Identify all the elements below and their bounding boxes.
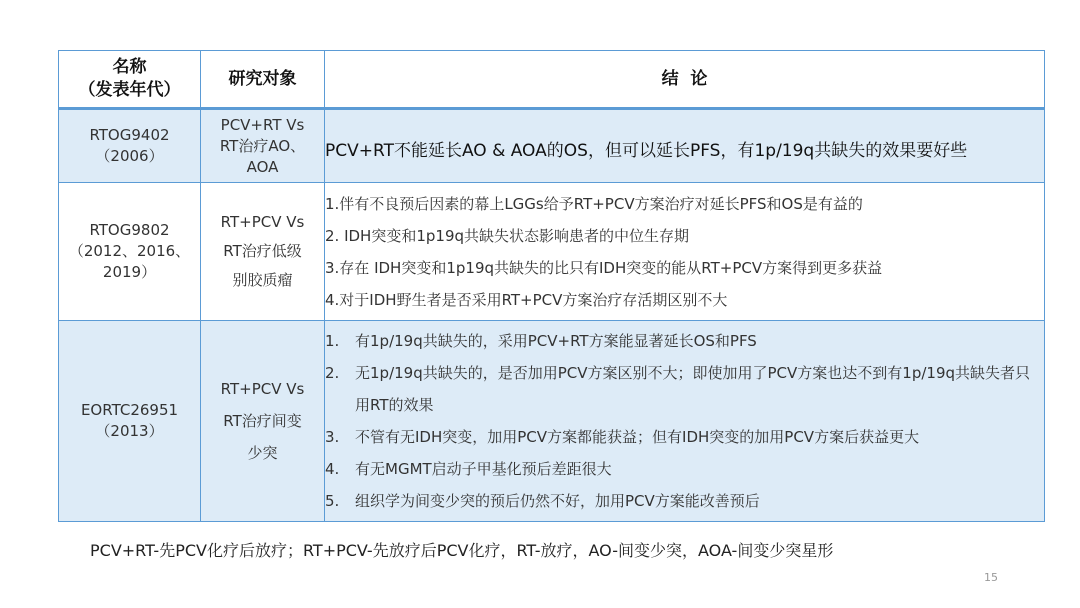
study-name: EORTC26951 [80,401,179,419]
study-name-cell [59,109,201,183]
header-name [59,51,201,109]
list-item [325,485,1044,517]
study-name-cell [59,321,201,522]
object-line: 别胶质瘤 [232,271,293,289]
study-name: RTOG9802 [89,221,170,239]
conclusion-cell [325,183,1045,321]
object-line: RT+PCV Vs [220,213,305,231]
conclusion-cell [325,321,1045,522]
header-name-line: 名称 [112,57,147,77]
object-line: AOA [246,157,279,176]
table-row [59,183,1045,321]
study-year: （2006） [95,147,164,165]
study-name: RTOG9402 [89,126,170,144]
study-year: （2013） [95,422,164,440]
object-line: 少突 [247,444,278,462]
conclusion-list [325,325,1044,517]
header-object: 研究对象 [201,51,325,109]
header-name-line: （发表年代） [78,80,181,100]
object-line: RT+PCV Vs [220,380,305,398]
conclusion-cell [325,109,1045,183]
object-line: RT治疗低级 [223,242,302,260]
study-year: 2019） [102,263,157,281]
table-row [59,321,1045,522]
study-comparison-table [58,50,1045,522]
list-item: 1.伴有不良预后因素的幕上LGGs给予RT+PCV方案治疗对延长PFS和OS是有益的 [325,194,863,213]
table-row [59,109,1045,183]
item-number: 4. [325,460,340,478]
list-item [325,453,1044,485]
item-text: 无1p/19q共缺失的，是否加用PCV方案区别不大；即使加用了PCV方案也达不到有1p/19q共缺失者只用RT的效果 [355,364,1031,414]
study-object-cell [201,321,325,522]
item-text: 有1p/19q共缺失的，采用PCV+RT方案能显著延长OS和PFS [355,332,757,350]
item-text: 有无MGMT启动子甲基化预后差距很大 [355,460,612,478]
study-year: （2012、2016、 [68,242,191,260]
list-item: 4.对于IDH野生者是否采用RT+PCV方案治疗存活期区别不大 [325,290,728,309]
item-number: 3. [325,428,340,446]
list-item [325,421,1044,453]
study-object-cell [201,109,325,183]
conclusion-text: PCV+RT不能延长AO & AOA的OS，但可以延长PFS，有1p/19q共缺失的效果要好些 [325,140,968,161]
list-item: 2. IDH突变和1p19q共缺失状态影响患者的中位生存期 [325,226,690,245]
object-line: RT治疗AO、 [219,136,306,155]
object-line: RT治疗间变 [223,412,302,430]
item-number: 1. [325,332,340,350]
item-text: 组织学为间变少突的预后仍然不好，加用PCV方案能改善预后 [355,492,760,510]
list-item [325,325,1044,357]
footnote: PCV+RT-先PCV化疗后放疗；RT+PCV-先放疗后PCV化疗，RT-放疗，AO-间变少突，AOA-间变少突星形 [90,541,834,560]
object-line: PCV+RT Vs [220,115,305,134]
item-text: 不管有无IDH突变，加用PCV方案都能获益；但有IDH突变的加用PCV方案后获益更大 [355,428,920,446]
header-conclusion: 结 论 [325,51,1045,109]
page-number: 15 [984,571,998,584]
item-number: 2. [325,364,340,382]
study-name-cell [59,183,201,321]
list-item: 3.存在 IDH突变和1p19q共缺失的比只有IDH突变的能从RT+PCV方案得到更多获益 [325,258,883,277]
item-number: 5. [325,492,340,510]
table-header-row [59,51,1045,109]
conclusion-list [325,188,1044,316]
study-object-cell [201,183,325,321]
list-item [325,357,1044,421]
